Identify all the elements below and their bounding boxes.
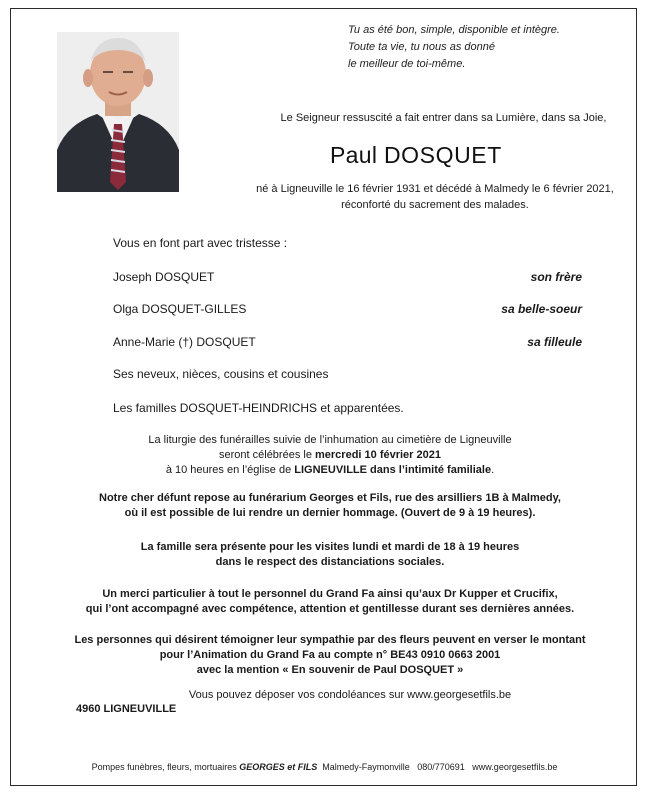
families-line: Les familles DOSQUET-HEINDRICHS et apparentées. bbox=[113, 401, 404, 415]
liturgy-line-3-end: . bbox=[491, 464, 495, 476]
thanks-line-2: qui l’ont accompagné avec compétence, attention et gentillesse durant ses dernières années. bbox=[85, 603, 575, 615]
flowers-line-1: Les personnes qui désirent témoigner leur sympathie par des fleurs peuvent en verser le montant bbox=[74, 634, 586, 646]
intro-text: Le Seigneur ressuscité a fait entrer dans sa Lumière, dans sa Joie, bbox=[280, 112, 607, 124]
family-member-2: Olga DOSQUET-GILLES bbox=[113, 302, 247, 316]
family-member-1: Joseph DOSQUET bbox=[113, 270, 215, 284]
liturgy-line-2-text: seront célébrées le bbox=[219, 449, 315, 461]
liturgy-line-2 bbox=[40, 448, 620, 463]
sacrament-line: réconforté du sacrement des malades. bbox=[341, 199, 529, 211]
visits-line-1: La famille sera présente pour les visites lundi et mardi de 18 à 19 heures bbox=[140, 541, 520, 553]
intro-line bbox=[0, 112, 649, 124]
address: 4960 LIGNEUVILLE bbox=[76, 703, 177, 715]
poem-line-2: Toute ta vie, tu nous as donné bbox=[348, 41, 495, 53]
funeral-place: LIGNEUVILLE dans l’intimité familiale bbox=[294, 464, 492, 476]
funerarium-line-1: Notre cher défunt repose au funérarium Georges et Fils, rue des arsilliers 1B à Malmedy, bbox=[99, 492, 561, 504]
flowers-line-2: pour l’Animation du Grand Fa au compte n° BE43 0910 0663 2001 bbox=[159, 649, 501, 661]
funerarium-block bbox=[40, 491, 620, 521]
family-relation-3: sa filleule bbox=[527, 335, 582, 349]
liturgy-block bbox=[40, 433, 620, 478]
poem bbox=[348, 22, 560, 73]
footer-text: Pompes funèbres, fleurs, mortuaires bbox=[91, 762, 240, 772]
liturgy-line-3 bbox=[40, 463, 620, 478]
family-relation-2: sa belle-soeur bbox=[501, 302, 582, 316]
birth-line: né à Ligneuville le 16 février 1931 et décédé à Malmedy le 6 février 2021, bbox=[256, 183, 614, 195]
birth-death-info bbox=[230, 181, 640, 213]
flowers-block bbox=[40, 633, 620, 678]
footer-contact: Malmedy-Faymonville 080/770691 www.georgesetfils.be bbox=[317, 762, 558, 772]
family-member-3: Anne-Marie (†) DOSQUET bbox=[113, 335, 256, 349]
poem-line-3: le meilleur de toi-même. bbox=[348, 58, 466, 70]
liturgy-line-3-text: à 10 heures en l’église de bbox=[165, 464, 295, 476]
footer-brand: GEORGES et FILS bbox=[239, 762, 318, 772]
condolences-line: Vous pouvez déposer vos condoléances sur www.georgesetfils.be bbox=[188, 689, 512, 701]
visits-block bbox=[40, 540, 620, 570]
footer bbox=[0, 762, 649, 772]
funeral-date: mercredi 10 février 2021 bbox=[315, 449, 441, 461]
liturgy-line-1: La liturgie des funérailles suivie de l’inhumation au cimetière de Ligneuville bbox=[148, 434, 512, 446]
visits-line-2: dans le respect des distanciations sociales. bbox=[215, 556, 445, 568]
thanks-block bbox=[40, 587, 620, 617]
announce-line: Vous en font part avec tristesse : bbox=[113, 236, 288, 250]
poem-line-1: Tu as été bon, simple, disponible et intègre. bbox=[348, 24, 560, 36]
deceased-name bbox=[330, 142, 502, 169]
family-relation-1: son frère bbox=[530, 270, 582, 284]
funerarium-line-2: où il est possible de lui rendre un dernier hommage. (Ouvert de 9 à 19 heures). bbox=[124, 507, 536, 519]
first-name: Paul bbox=[330, 142, 378, 168]
flowers-line-3: avec la mention « En souvenir de Paul DOSQUET » bbox=[196, 664, 464, 676]
thanks-line-1: Un merci particulier à tout le personnel du Grand Fa ainsi qu’aux Dr Kupper et Crucifix, bbox=[102, 588, 558, 600]
nephews-line: Ses neveux, nièces, cousins et cousines bbox=[113, 367, 329, 381]
last-name: DOSQUET bbox=[383, 142, 502, 168]
